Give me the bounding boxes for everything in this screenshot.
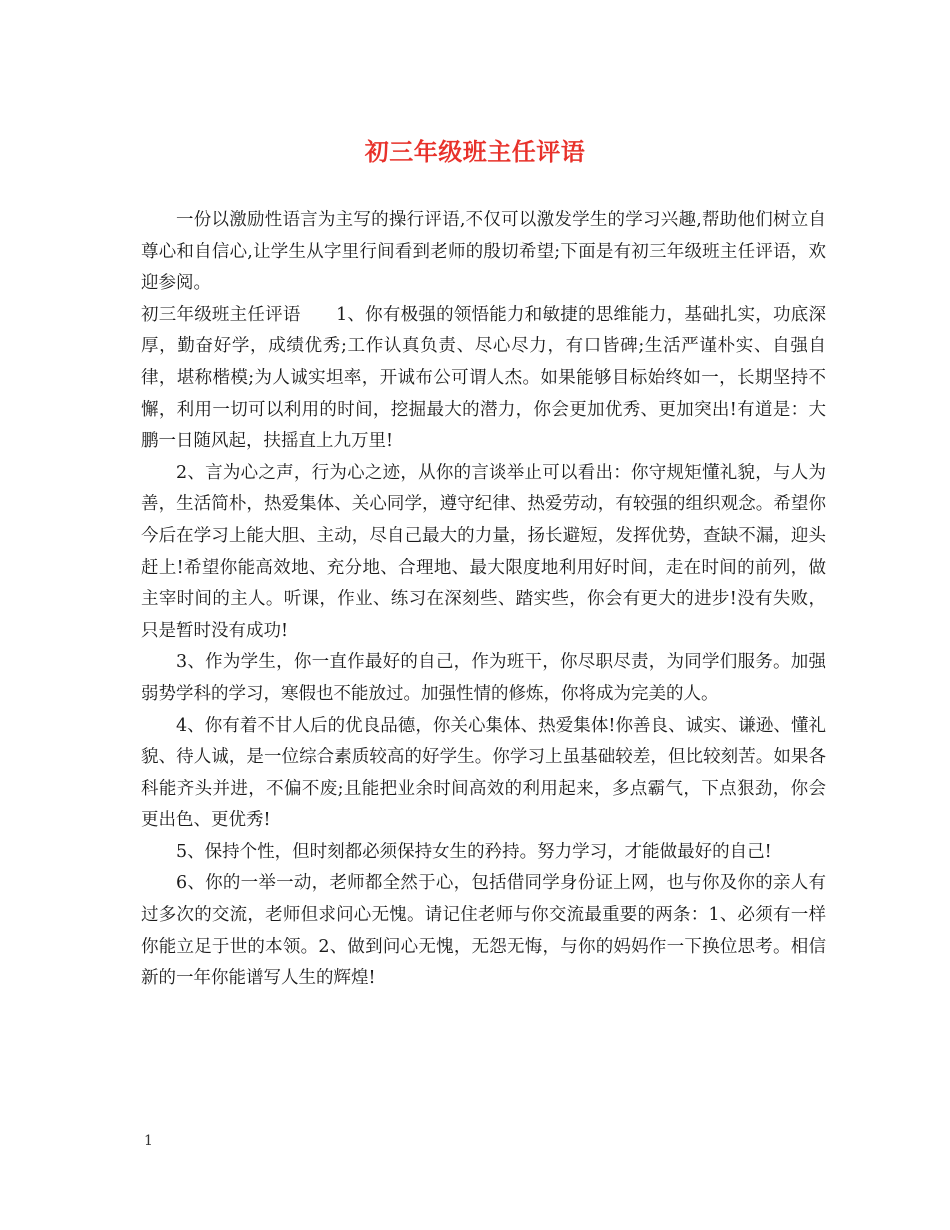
document-title: 初三年级班主任评语 bbox=[364, 137, 586, 166]
comment-paragraph-6: 6、你的一举一动，老师都全然于心，包括借同学身份证上网，也与你及你的亲人有过多次的交流，老师但求问心无愧。请记住老师与你交流最重要的两条：1、必须有一样你能立足于世的本领。2、做到问心无愧，无怨无悔，与你的妈妈作一下换位思考。相信新的一年你能谱写人生的辉煌! bbox=[141, 873, 826, 989]
comment-paragraph-5: 5、保持个性，但时刻都必须保持女生的矜持。努力学习，才能做最好的自己! bbox=[176, 841, 772, 862]
comment-paragraph-4: 4、你有着不甘人后的优良品德，你关心集体、热爱集体!你善良、诚实、谦逊、懂礼貌、待人诚，是一位综合素质较高的好学生。你学习上虽基础较差，但比较刻苦。如果各科能齐头并进，不偏不废;且能把业余时间高效的利用起来，多点霸气，下点狠劲，你会更出色、更优秀! bbox=[141, 715, 826, 831]
intro-paragraph: 一份以激励性语言为主写的操行评语,不仅可以激发学生的学习兴趣,帮助他们树立自尊心和自信心,让学生从字里行间看到老师的殷切希望;下面是有初三年级班主任评语，欢迎参阅。 bbox=[141, 210, 826, 294]
comment-paragraph-1: 初三年级班主任评语 1、你有极强的领悟能力和敏捷的思维能力，基础扎实，功底深厚，勤奋好学，成绩优秀;工作认真负责、尽心尽力，有口皆碑;生活严谨朴实、自强自律，堪称楷模;为人诚实坦率，开诚布公可谓人杰。如果能够目标始终如一，长期坚持不懈，利用一切可以利用的时间，挖掘最大的潜力，你会更加优秀、更加突出!有道是：大鹏一日随风起，扶摇直上九万里! bbox=[141, 304, 826, 452]
comment-paragraph-3: 3、作为学生，你一直作最好的自己，作为班干，你尽职尽责，为同学们服务。加强弱势学科的学习，寒假也不能放过。加强性情的修炼，你将成为完美的人。 bbox=[141, 652, 826, 704]
page-number: 1 bbox=[144, 1133, 153, 1149]
comment-paragraph-2: 2、言为心之声，行为心之迹，从你的言谈举止可以看出：你守规矩懂礼貌，与人为善，生活简朴，热爱集体、关心同学，遵守纪律、热爱劳动，有较强的组织观念。希望你今后在学习上能大胆、主动，尽自己最大的力量，扬长避短，发挥优势，查缺不漏，迎头赶上!希望你能高效地、充分地、合理地、最大限度地利用好时间，走在时间的前列，做主宰时间的主人。听课，作业、练习在深刻些、踏实些，你会有更大的进步!没有失败，只是暂时没有成功! bbox=[141, 462, 826, 641]
document-body bbox=[141, 205, 826, 995]
